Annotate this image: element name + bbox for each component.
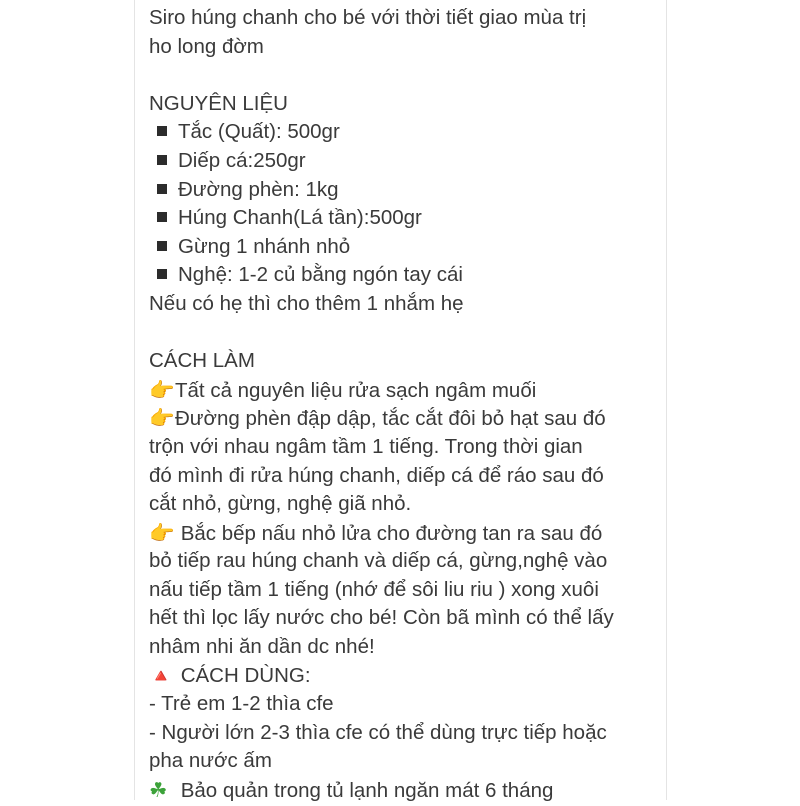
- method-step-text: cắt nhỏ, gừng, nghệ giã nhỏ.: [149, 492, 412, 516]
- method-step-text: đó mình đi rửa húng chanh, diếp cá để ráo sau đó: [149, 463, 604, 487]
- storage-line: [149, 776, 659, 805]
- square-bullet-icon: [157, 269, 167, 279]
- method-step-text: bỏ tiếp rau húng chanh và diếp cá, gừng,nghệ vào: [149, 549, 608, 573]
- clover-icon: ☘: [149, 778, 168, 803]
- method-step-text: Đường phèn đập dập, tắc cắt đôi bỏ hạt sau đó: [175, 407, 606, 431]
- method-step-text: hết thì lọc lấy nước cho bé! Còn bã mình có thể lấy: [149, 606, 614, 630]
- ingredients-note: Nếu có hẹ thì cho thêm 1 nhắm hẹ: [149, 291, 464, 315]
- pointing-hand-icon: 👉: [149, 406, 175, 431]
- frame-left-border: [134, 0, 135, 800]
- method-step-1: [149, 376, 659, 405]
- ingredient-item: [149, 204, 659, 233]
- square-bullet-icon: [157, 212, 167, 222]
- ingredients-heading: NGUYÊN LIỆU: [149, 91, 288, 115]
- usage-heading-line: [149, 662, 659, 691]
- method-step-text: nấu tiếp tầm 1 tiếng (nhớ để sôi liu riu ) xong xuôi: [149, 577, 599, 601]
- ingredient-text: Đường phèn: 1kg: [178, 177, 339, 201]
- square-bullet-icon: [157, 126, 167, 136]
- ingredient-item: [149, 176, 659, 205]
- usage-line: - Người lớn 2-3 thìa cfe có thể dùng trực tiếp hoặc: [149, 720, 607, 744]
- square-bullet-icon: [157, 241, 167, 251]
- method-step-text: Bắc bếp nấu nhỏ lửa cho đường tan ra sau đó: [175, 521, 603, 545]
- post-title-line-1: Siro húng chanh cho bé với thời tiết giao mùa trị: [149, 6, 587, 29]
- ingredient-item: [149, 261, 659, 290]
- method-step-text: trộn với nhau ngâm tầm 1 tiếng. Trong thời gian: [149, 434, 583, 458]
- ingredient-item: [149, 118, 659, 147]
- square-bullet-icon: [157, 155, 167, 165]
- spacer: [149, 319, 659, 348]
- usage-heading: CÁCH DÙNG:: [175, 663, 311, 687]
- spacer: [149, 61, 659, 90]
- ingredient-text: Tắc (Quất): 500gr: [178, 120, 340, 144]
- method-heading: CÁCH LÀM: [149, 349, 255, 373]
- method-step-2: [149, 404, 659, 433]
- ingredient-item: [149, 233, 659, 262]
- ingredient-text: Húng Chanh(Lá tần):500gr: [178, 206, 422, 230]
- recipe-post: [149, 4, 659, 805]
- square-bullet-icon: [157, 184, 167, 194]
- storage-text: Bảo quản trong tủ lạnh ngăn mát 6 tháng: [175, 779, 554, 803]
- ingredient-text: Nghệ: 1-2 củ bằng ngón tay cái: [178, 263, 463, 287]
- method-step-text: nhâm nhi ăn dần dc nhé!: [149, 635, 375, 659]
- pointing-hand-icon: 👉: [149, 520, 175, 545]
- frame-right-border: [666, 0, 667, 800]
- warning-triangle-icon: 🔺: [149, 664, 173, 687]
- ingredient-text: Gừng 1 nhánh nhỏ: [178, 234, 351, 258]
- usage-line: pha nước ấm: [149, 749, 272, 773]
- method-step-3: [149, 519, 659, 548]
- usage-line: - Trẻ em 1-2 thìa cfe: [149, 692, 334, 716]
- method-step-text: Tất cả nguyên liệu rửa sạch ngâm muối: [175, 378, 537, 402]
- pointing-hand-icon: 👉: [149, 377, 175, 402]
- ingredient-text: Diếp cá:250gr: [178, 148, 306, 172]
- ingredient-item: [149, 147, 659, 176]
- post-title-line-2: ho long đờm: [149, 34, 264, 58]
